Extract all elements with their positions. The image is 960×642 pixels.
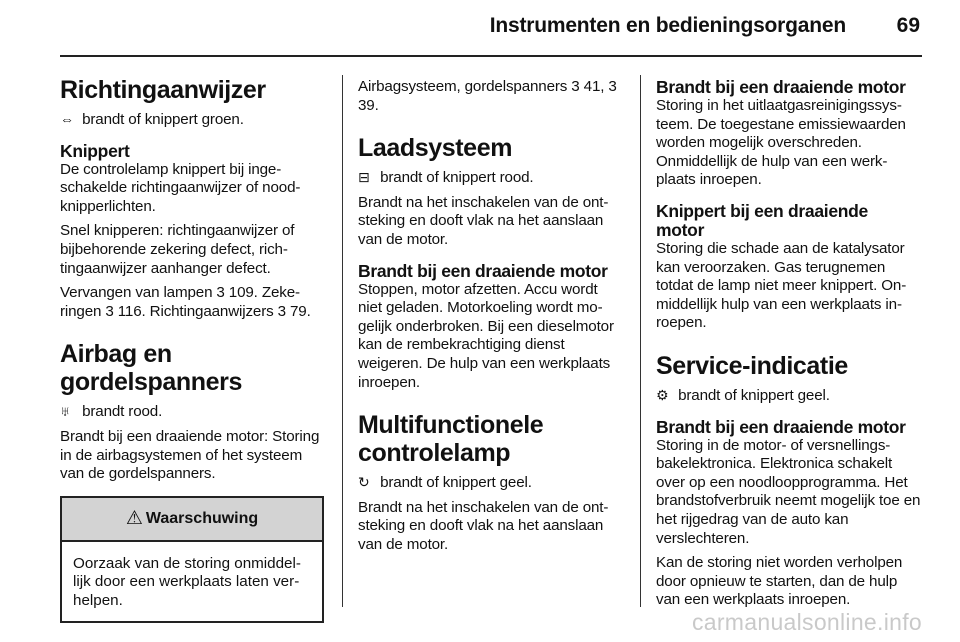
warning-box bbox=[60, 496, 324, 623]
paragraph: Snel knipperen: richtingaanwijzer of bijbehorende zekering defect, richtingaanwijzer aanhanger defect. bbox=[60, 222, 295, 277]
section-title-service: Service-indicatie bbox=[656, 351, 848, 380]
warning-header: ⚠ Waarschuwing bbox=[62, 498, 322, 542]
subheading: Brandt bij een draaiende motor bbox=[656, 416, 906, 437]
paragraph: Brandt bij een draaiende motor: Storing in de airbagsystemen of het systeem van de gordelspanners. bbox=[60, 427, 320, 483]
running-header-title: Instrumenten en bedieningsorganen bbox=[489, 14, 846, 37]
paragraph: Stoppen, motor afzetten. Accu wordt niet geladen. Motorkoeling wordt mogelijk onderbroken. Bij een dieselmotor kan de rembekrachtiging dienst weigeren. De hulp van een werkplaats inroepen. bbox=[358, 280, 614, 391]
paragraph: Vervangen van lampen 3 109. Zekeringen 3 116. Richtingaanwijzers 3 79. bbox=[60, 284, 311, 320]
section-title-laadsysteem: Laadsysteem bbox=[358, 134, 513, 163]
warning-text: Oorzaak van de storing onmiddellijk door een werkplaats laten verhelpen. bbox=[73, 554, 301, 609]
header-rule bbox=[60, 55, 922, 57]
section-title-airbag: Airbag en gordelspanners bbox=[60, 340, 242, 397]
watermark: carmanualsonline.info bbox=[691, 609, 922, 635]
indicator-line: ⊟ brandt of knippert rood. bbox=[358, 169, 534, 187]
paragraph: Kan de storing niet worden verholpen door opnieuw te starten, dan de hulp van een werkplaats inroepen. bbox=[656, 554, 903, 609]
column-1 bbox=[60, 76, 325, 623]
paragraph: De controlelamp knippert bij ingeschakelde richtingaanwijzer of noodknipperlichten. bbox=[60, 160, 301, 215]
indicator-line: ♅ brandt rood. bbox=[60, 403, 163, 421]
paragraph: Brandt na het inschakelen van de ontsteking en dooft vlak na het aanslaan van de motor. bbox=[358, 498, 609, 553]
indicator-line: ⚙ brandt of knippert geel. bbox=[656, 386, 830, 404]
section-title-richtingaanwijzer: Richtingaanwijzer bbox=[60, 76, 266, 104]
subheading-knippert: Knippert bbox=[60, 140, 130, 161]
paragraph: Storing die schade aan de katalysator kan veroorzaken. Gas terugnemen totdat de lamp niet meer knippert. Onmiddellijk hulp van een werkplaats inroepen. bbox=[656, 239, 907, 332]
column-divider bbox=[640, 75, 641, 607]
subheading: Brandt bij een draaiende motor bbox=[358, 260, 608, 281]
page-number: 69 bbox=[896, 14, 920, 37]
subheading: Knippert bij een draaiende motor bbox=[656, 200, 868, 240]
column-divider bbox=[342, 75, 343, 607]
section-title-multifunctionele: Multifunctionele controlelamp bbox=[358, 411, 544, 468]
indicator-line: ⇔ brandt of knippert groen. bbox=[60, 111, 244, 128]
subheading: Brandt bij een draaiende motor bbox=[656, 77, 906, 97]
indicator-line: ↻ brandt of knippert geel. bbox=[358, 474, 532, 492]
turn-signal-icon: ⇔ bbox=[60, 111, 74, 127]
paragraph: Storing in het uitlaatgasreinigingssysteem. De toegestane emissiewaarden worden mogelijk overschreden. Onmiddellijk de hulp van een werkplaats inroepen. bbox=[656, 97, 906, 189]
column-2 bbox=[358, 78, 623, 555]
service-wrench-icon: ⚙ bbox=[656, 386, 669, 403]
paragraph: Airbagsysteem, gordelspanners 3 41, 3 39. bbox=[358, 78, 617, 114]
battery-icon: ⊟ bbox=[358, 169, 370, 186]
airbag-icon: ♅ bbox=[60, 403, 71, 420]
paragraph: Brandt na het inschakelen van de ontsteking en dooft vlak na het aanslaan van de motor. bbox=[358, 193, 609, 248]
paragraph: Storing in de motor- of versnellingsbakelektronica. Elektronica schakelt over op een noodloopprogramma. Het brandstofverbruik neemt mogelijk toe en het rijgedrag van de auto kan verslechteren. bbox=[656, 436, 921, 547]
column-3 bbox=[656, 78, 921, 610]
warning-triangle-icon: ⚠ bbox=[125, 508, 143, 530]
engine-check-icon: ↻ bbox=[358, 474, 370, 491]
